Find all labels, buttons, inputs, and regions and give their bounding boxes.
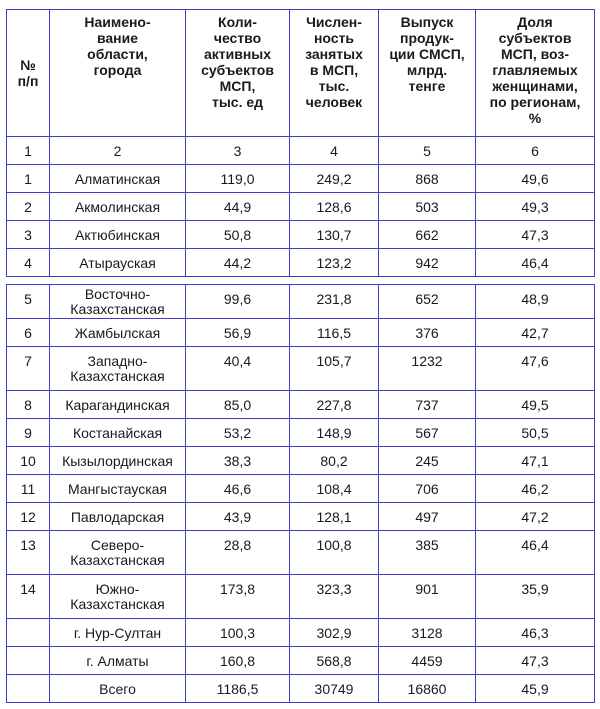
active-entities-cell: 100,3 xyxy=(186,619,290,647)
employed-count-cell: 568,8 xyxy=(290,647,379,675)
employed-count-cell: 227,8 xyxy=(290,391,379,419)
women-share-cell: 49,3 xyxy=(476,193,595,221)
row-number-cell: 10 xyxy=(7,447,50,475)
column-numbers-row xyxy=(7,137,595,165)
employed-count-cell: 148,9 xyxy=(290,419,379,447)
region-name-cell: Всего xyxy=(50,675,186,703)
women-share-cell: 42,7 xyxy=(476,319,595,347)
region-name-cell: Карагандинская xyxy=(50,391,186,419)
table-row xyxy=(7,447,595,475)
row-number-cell: 11 xyxy=(7,475,50,503)
employed-count-cell: 105,7 xyxy=(290,347,379,391)
table-row xyxy=(7,347,595,391)
output-value-cell: 1232 xyxy=(379,347,476,391)
active-entities-cell: 43,9 xyxy=(186,503,290,531)
output-value-cell: 901 xyxy=(379,575,476,619)
row-number-cell: 6 xyxy=(7,319,50,347)
women-share-cell: 49,6 xyxy=(476,165,595,193)
table-row xyxy=(7,193,595,221)
row-number-cell: 7 xyxy=(7,347,50,391)
row-number-cell: 8 xyxy=(7,391,50,419)
table-header-row xyxy=(7,10,595,137)
header-row-number-text: № п/п xyxy=(17,57,39,89)
women-share-cell: 47,2 xyxy=(476,503,595,531)
women-share-cell: 49,5 xyxy=(476,391,595,419)
active-entities-cell: 38,3 xyxy=(186,447,290,475)
active-entities-cell: 99,6 xyxy=(186,285,290,319)
header-output xyxy=(379,10,476,137)
employed-count-cell: 130,7 xyxy=(290,221,379,249)
header-region-name-text: Наимено- вание области, города xyxy=(84,14,151,78)
output-value-cell: 942 xyxy=(379,249,476,277)
output-value-cell: 737 xyxy=(379,391,476,419)
women-share-cell: 47,3 xyxy=(476,647,595,675)
employed-count-cell: 128,1 xyxy=(290,503,379,531)
region-name-cell: Алматинская xyxy=(50,165,186,193)
employed-count-cell: 123,2 xyxy=(290,249,379,277)
active-entities-cell: 85,0 xyxy=(186,391,290,419)
women-share-cell: 48,9 xyxy=(476,285,595,319)
employed-count-cell: 128,6 xyxy=(290,193,379,221)
active-entities-cell: 28,8 xyxy=(186,531,290,575)
table-row xyxy=(7,249,595,277)
column-number-5: 5 xyxy=(379,137,476,165)
women-share-cell: 47,6 xyxy=(476,347,595,391)
column-number-6: 6 xyxy=(476,137,595,165)
row-number-cell: 4 xyxy=(7,249,50,277)
employed-count-cell: 323,3 xyxy=(290,575,379,619)
output-value-cell: 868 xyxy=(379,165,476,193)
employed-count-cell: 116,5 xyxy=(290,319,379,347)
region-name-cell: Западно- Казахстанская xyxy=(50,347,186,391)
women-share-cell: 45,9 xyxy=(476,675,595,703)
employed-count-cell: 231,8 xyxy=(290,285,379,319)
column-number-2: 2 xyxy=(50,137,186,165)
table-row xyxy=(7,221,595,249)
table-row xyxy=(7,503,595,531)
active-entities-cell: 53,2 xyxy=(186,419,290,447)
region-name-cell: Павлодарская xyxy=(50,503,186,531)
region-name-cell: Мангыстауская xyxy=(50,475,186,503)
region-name-cell: Акмолинская xyxy=(50,193,186,221)
women-share-cell: 50,5 xyxy=(476,419,595,447)
table-row xyxy=(7,575,595,619)
employed-count-cell: 302,9 xyxy=(290,619,379,647)
row-number-cell xyxy=(7,647,50,675)
table-row xyxy=(7,675,595,703)
table-row xyxy=(7,475,595,503)
column-number-3: 3 xyxy=(186,137,290,165)
header-employed-text: Числен- ность занятых в МСП, тыс. человек xyxy=(305,14,363,110)
table-row xyxy=(7,419,595,447)
active-entities-cell: 44,9 xyxy=(186,193,290,221)
output-value-cell: 567 xyxy=(379,419,476,447)
active-entities-cell: 160,8 xyxy=(186,647,290,675)
header-employed xyxy=(290,10,379,137)
table-row xyxy=(7,531,595,575)
output-value-cell: 3128 xyxy=(379,619,476,647)
row-number-cell: 9 xyxy=(7,419,50,447)
row-number-cell: 12 xyxy=(7,503,50,531)
region-name-cell: Южно- Казахстанская xyxy=(50,575,186,619)
region-name-cell: Кызылординская xyxy=(50,447,186,475)
employed-count-cell: 30749 xyxy=(290,675,379,703)
active-entities-cell: 56,9 xyxy=(186,319,290,347)
sme-table-part-2 xyxy=(6,284,595,703)
header-active-entities xyxy=(186,10,290,137)
output-value-cell: 16860 xyxy=(379,675,476,703)
output-value-cell: 662 xyxy=(379,221,476,249)
employed-count-cell: 100,8 xyxy=(290,531,379,575)
output-value-cell: 376 xyxy=(379,319,476,347)
employed-count-cell: 108,4 xyxy=(290,475,379,503)
women-share-cell: 46,3 xyxy=(476,619,595,647)
women-share-cell: 35,9 xyxy=(476,575,595,619)
header-women-share-text: Доля субъектов МСП, воз- главляемых женщинами, по регионам, % xyxy=(489,14,581,126)
sme-table-part-1 xyxy=(6,9,595,277)
active-entities-cell: 119,0 xyxy=(186,165,290,193)
header-region-name xyxy=(50,10,186,137)
row-number-cell: 2 xyxy=(7,193,50,221)
row-number-cell: 5 xyxy=(7,285,50,319)
active-entities-cell: 44,2 xyxy=(186,249,290,277)
women-share-cell: 46,4 xyxy=(476,531,595,575)
header-women-share xyxy=(476,10,595,137)
region-name-cell: Жамбылская xyxy=(50,319,186,347)
output-value-cell: 385 xyxy=(379,531,476,575)
output-value-cell: 245 xyxy=(379,447,476,475)
column-number-4: 4 xyxy=(290,137,379,165)
column-number-1: 1 xyxy=(7,137,50,165)
employed-count-cell: 80,2 xyxy=(290,447,379,475)
table-row xyxy=(7,165,595,193)
row-number-cell xyxy=(7,619,50,647)
table-row xyxy=(7,285,595,319)
row-number-cell: 1 xyxy=(7,165,50,193)
table-row xyxy=(7,647,595,675)
table-row xyxy=(7,619,595,647)
header-active-entities-text: Коли- чество активных субъектов МСП, тыс. ед xyxy=(201,14,274,110)
active-entities-cell: 40,4 xyxy=(186,347,290,391)
active-entities-cell: 173,8 xyxy=(186,575,290,619)
row-number-cell xyxy=(7,675,50,703)
region-name-cell: Атырауская xyxy=(50,249,186,277)
table-row xyxy=(7,391,595,419)
region-name-cell: Северо- Казахстанская xyxy=(50,531,186,575)
row-number-cell: 13 xyxy=(7,531,50,575)
region-name-cell: Актюбинская xyxy=(50,221,186,249)
row-number-cell: 3 xyxy=(7,221,50,249)
output-value-cell: 652 xyxy=(379,285,476,319)
region-name-cell: г. Нур-Султан xyxy=(50,619,186,647)
active-entities-cell: 50,8 xyxy=(186,221,290,249)
row-number-cell: 14 xyxy=(7,575,50,619)
output-value-cell: 497 xyxy=(379,503,476,531)
region-name-cell: Восточно- Казахстанская xyxy=(50,285,186,319)
women-share-cell: 47,1 xyxy=(476,447,595,475)
output-value-cell: 4459 xyxy=(379,647,476,675)
table-row xyxy=(7,319,595,347)
active-entities-cell: 1186,5 xyxy=(186,675,290,703)
header-output-text: Выпуск продук- ции СМСП, млрд. тенге xyxy=(389,14,465,94)
region-name-cell: Костанайская xyxy=(50,419,186,447)
women-share-cell: 46,4 xyxy=(476,249,595,277)
women-share-cell: 47,3 xyxy=(476,221,595,249)
region-name-cell: г. Алматы xyxy=(50,647,186,675)
employed-count-cell: 249,2 xyxy=(290,165,379,193)
women-share-cell: 46,2 xyxy=(476,475,595,503)
output-value-cell: 503 xyxy=(379,193,476,221)
header-row-number xyxy=(7,10,50,137)
active-entities-cell: 46,6 xyxy=(186,475,290,503)
output-value-cell: 706 xyxy=(379,475,476,503)
